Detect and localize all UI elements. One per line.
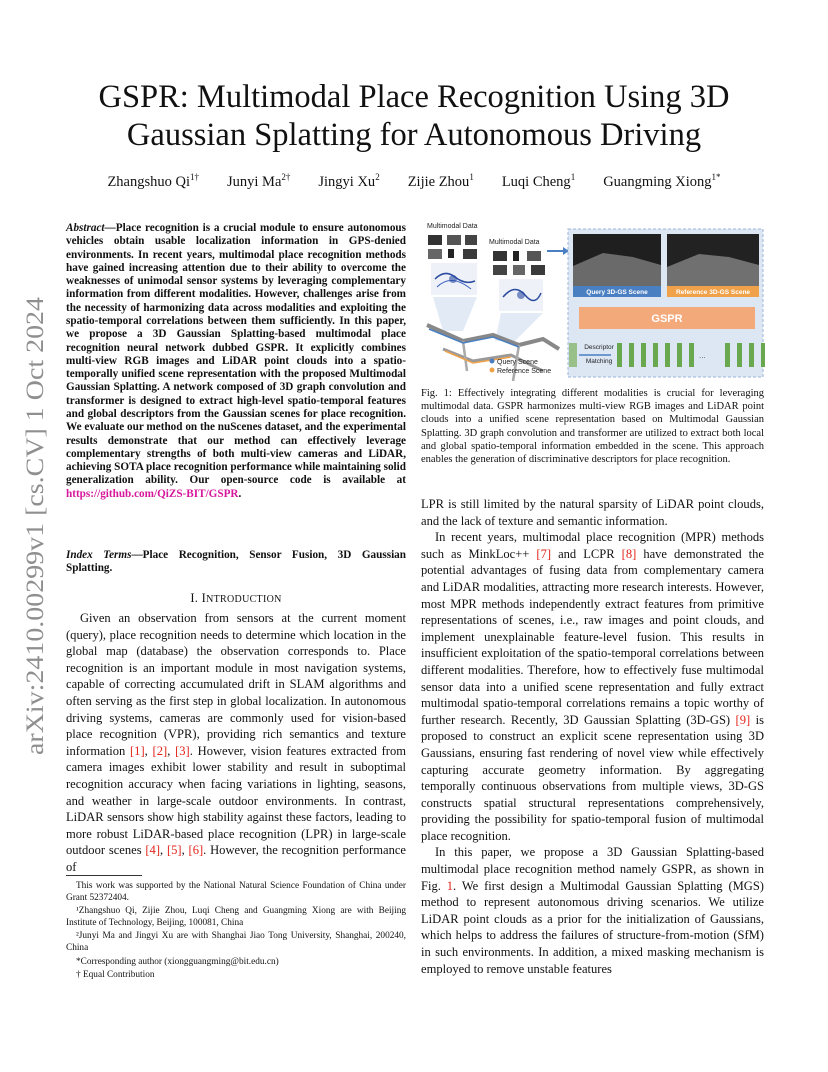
paragraph-text: , — [160, 843, 167, 858]
fig-descriptor-bar — [617, 343, 622, 367]
paragraph-text: . However, the recognition performance of — [66, 843, 406, 874]
author-2 — [318, 172, 379, 191]
fig-ellipsis: ... — [699, 351, 706, 360]
abstract-block — [66, 222, 406, 501]
fig-descriptor-bar — [665, 343, 670, 367]
author-list — [60, 172, 768, 191]
abstract-end: . — [238, 487, 242, 500]
footnote-affiliation-2: ²Junyi Ma and Jingyi Xu are with Shanghai Jiao Tong University, Shanghai, 200240, China — [66, 931, 406, 953]
footnotes — [66, 881, 406, 984]
footnote-corresponding: *Corresponding author (xiongguangming@bit.edu.cn) — [76, 956, 279, 967]
citation-link[interactable]: [7] — [536, 546, 552, 561]
citation-link[interactable]: [4] — [145, 843, 161, 858]
right-paragraph-2 — [421, 529, 764, 844]
author-name: Zhangshuo Qi — [107, 173, 191, 190]
fig-lidar-cloud-1 — [431, 263, 477, 295]
right-paragraph-3 — [421, 844, 764, 977]
footnote-equal-contribution: † Equal Contribution — [76, 970, 155, 981]
citation-link[interactable]: [9] — [735, 712, 751, 727]
figure-1 — [423, 221, 765, 384]
paragraph-text: , — [144, 743, 153, 758]
author-affiliation: 1* — [711, 172, 721, 182]
right-paragraph-1: LPR is still limited by the natural sparsity of LiDAR point clouds, and the lack of texture and semantic information. — [421, 497, 764, 528]
fig-descriptor-bar — [677, 343, 682, 367]
section-number: I. — [190, 591, 202, 605]
fig-legend-query-dot — [490, 359, 495, 364]
author-affiliation: 1 — [469, 172, 474, 182]
section-heading-introduction — [66, 591, 406, 606]
author-0 — [107, 172, 199, 191]
fig-gspr-label: GSPR — [651, 313, 683, 325]
paragraph-text: In recent years, multimodal place recognition (MPR) methods such as MinkLoc++ — [421, 530, 764, 561]
fig-descriptor-bar — [737, 343, 742, 367]
fig-legend-query: Query Scene — [497, 359, 538, 366]
section-initial: I — [201, 591, 207, 605]
author-affiliation: 1 — [570, 172, 576, 182]
fig-reference-scene-label: Reference 3D-GS Scene — [675, 289, 751, 296]
fig-multimodal-data-label-2: Multimodal Data — [489, 239, 540, 246]
title-line-2: Gaussian Splatting for Autonomous Driving — [126, 117, 702, 153]
author-name: Junyi Ma — [227, 173, 282, 190]
abstract-text: —Place recognition is a crucial module to ensure autonomous vehicles obtain usable localization information in GPS-denied environments. In recent years, multimodal place recognition methods have gained increasing attention due to their ability to overcome the weaknesses of unimodal sensor systems by leveraging complementary information from different modalities. However, challenges arise from the necessity of harmonizing data across modalities and exploiting the spatio-temporal correlations between them sufficiently. In this paper, we propose a 3D Gaussian Splatting-based multimodal place recognition neural network dubbed GSPR. It explicitly combines multi-view RGB images and LiDAR point clouds into a spatio-temporally unified scene representation with the proposed Multimodal Gaussian Splatting. A network composed of 3D graph convolution and transformer is designed to extract high-level spatio-temporal features and global descriptors from the Gaussian scenes for place recognition. We evaluate our method on the nuScenes dataset, and the experimental results demonstrate that our method can effectively leverage complementary strengths of both multi-view cameras and LiDAR, achieving SOTA place recognition performance while maintaining solid generalization ability. Our open-source code is available at — [66, 222, 406, 487]
fig-descriptor-bar — [629, 343, 634, 367]
footnote-affiliation-1: ¹Zhangshuo Qi, Zijie Zhou, Luqi Cheng and Guangming Xiong are with Beijing Institute of Technology, Beijing, 100081, China — [66, 906, 406, 928]
fig-query-descriptor — [569, 343, 577, 367]
author-name: Zijie Zhou — [407, 173, 470, 190]
citation-link[interactable]: [2] — [152, 743, 168, 758]
paragraph-text: , — [167, 743, 176, 758]
author-affiliation: 1† — [190, 172, 200, 182]
footnote-rule — [66, 875, 142, 876]
arxiv-stamp-text: arXiv:2410.00299v1 [cs.CV] 1 Oct 2024 — [22, 345, 49, 755]
citation-link[interactable]: [5] — [166, 843, 182, 858]
citation-link[interactable]: [8] — [621, 546, 637, 561]
arxiv-stamp — [16, 295, 50, 757]
citation-link[interactable]: 1 — [446, 878, 454, 893]
citation-link[interactable]: [1] — [130, 743, 145, 758]
fig-legend-reference-dot — [490, 368, 495, 373]
fig-descriptor-matching-2: Matching — [585, 358, 613, 365]
paper-title — [60, 78, 768, 154]
fig-multimodal-data-label-1: Multimodal Data — [427, 223, 478, 230]
paragraph-text: . However, vision features extracted from camera images exhibit lower stability and result in suboptimal recognition accuracy when facing variations in lighting, seasons, and weather in large-scale outdoor environments. In contrast, LiDAR sensors show high stability against these factors, leading to more robust LiDAR-based place recognition (LPR) in large-scale outdoor scenes — [66, 743, 407, 858]
author-1 — [227, 172, 290, 191]
paragraph-text: Given an observation from sensors at the current moment (query), place recognition needs to determine which location in the global map (database) the observation corresponds to. Place recognition is an important module in most navigation systems, capable of correcting accumulated drift in SLAM algorithms and often serving as the first step in global localization. In autonomous driving systems, cameras are commonly used for vision-based place recognition (VPR), providing rich semantics and texture information — [66, 611, 406, 758]
fig-projection-cone-1 — [433, 297, 477, 331]
fig-camera-thumbnails-1 — [428, 235, 477, 259]
paragraph-text: . We first design a Multimodal Gaussian Splatting (MGS) method to represent autonomous driving scenarios. We utilize LiDAR point clouds as a prior for the initialization of Gaussians, which helps to address the failures of structure-from-motion (SfM) in such environments. In addition, a mixed masking mechanism is employed to remove unstable features — [421, 878, 764, 976]
paragraph-text: have demonstrated the potential advantages of fusing data from complementary camera and LiDAR modalities, attracting more research interests. However, most MPR methods independently extract features from primitive representations of scenes, i.e., raw images and point clouds, and implement unexplainable feature-level fusion. This results in insufficient exploitation of the spatio-temporal correlations between different modalities. Therefore, how to effectively fuse multimodal sensor data into a unified scene representation and fully extract multimodal spatio-temporal correlations remains a topic worthy of further research. Recently, 3D Gaussian Splatting (3D-GS) — [421, 546, 764, 727]
fig-descriptor-matching-1: Descriptor — [584, 344, 614, 351]
fig-descriptor-bar — [641, 343, 646, 367]
code-link[interactable]: https://github.com/QiZS-BIT/GSPR — [66, 487, 239, 500]
footnote-funding: This work was supported by the National Natural Science Foundation of China under Grant 52372404. — [66, 881, 406, 903]
author-name: Guangming Xiong — [603, 173, 712, 190]
author-affiliation: 2† — [281, 172, 291, 182]
paragraph-text: In this paper, we propose a 3D Gaussian Splatting-based multimodal place recognition method namely GSPR, as shown in Fig. — [421, 845, 764, 893]
author-affiliation: 2 — [375, 172, 380, 182]
fig-descriptor-bar — [725, 343, 730, 367]
paragraph-text: , — [181, 843, 189, 858]
right-column-text — [421, 496, 764, 977]
index-terms-label: Index Terms — [66, 549, 132, 561]
fig-descriptor-bar — [653, 343, 658, 367]
index-terms — [66, 549, 406, 576]
author-name: Luqi Cheng — [501, 173, 571, 190]
fig-legend-reference: Reference Scene — [497, 368, 552, 375]
figure-caption: Fig. 1: Effectively integrating different modalities is crucial for leveraging multimodal data. GSPR harmonizes multi-view RGB images and LiDAR point clouds into a unified scene representation based on Multimodal Gaussian Splatting. 3D graph convolution and transformer are utilized to extract both local and global spatio-temporal information embedded in the scene. This approach enables the generation of discriminative descriptors for place recognition. — [421, 388, 764, 466]
abstract — [66, 222, 406, 501]
fig-query-scene-label: Query 3D-GS Scene — [586, 289, 648, 296]
fig-descriptor-bar — [761, 343, 765, 367]
section-rest: NTRODUCTION — [206, 594, 282, 605]
author-5 — [603, 172, 720, 191]
author-3 — [408, 172, 474, 191]
author-name: Jingyi Xu — [318, 173, 376, 190]
fig-descriptor-bar — [749, 343, 754, 367]
paragraph-text: is proposed to construct an explicit scene representation using 3D Gaussians, ensuring fast rendering of novel view while effectively capturing accurate geometry information. By aggregating temporally continuous observations from multiple views, 3D-GS constructs spatial structural representations comprehensively, providing the possibility for spatio-temporal fusion of multimodal place recognition. — [421, 712, 764, 843]
abstract-label: Abstract — [66, 222, 105, 234]
citation-link[interactable]: [3] — [175, 743, 190, 758]
author-4 — [502, 172, 575, 191]
fig-lidar-cloud-2 — [499, 279, 543, 311]
introduction-text — [66, 610, 406, 876]
citation-link[interactable]: [6] — [188, 843, 204, 858]
intro-paragraph — [66, 610, 406, 876]
fig-descriptor-bar — [689, 343, 694, 367]
title-line-1: GSPR: Multimodal Place Recognition Using 3D — [98, 79, 730, 115]
index-terms-text: —Place Recognition, Sensor Fusion, 3D Gaussian Splatting. — [66, 549, 406, 575]
fig-camera-thumbnails-2 — [493, 251, 545, 275]
paragraph-text: and LCPR — [551, 546, 622, 561]
